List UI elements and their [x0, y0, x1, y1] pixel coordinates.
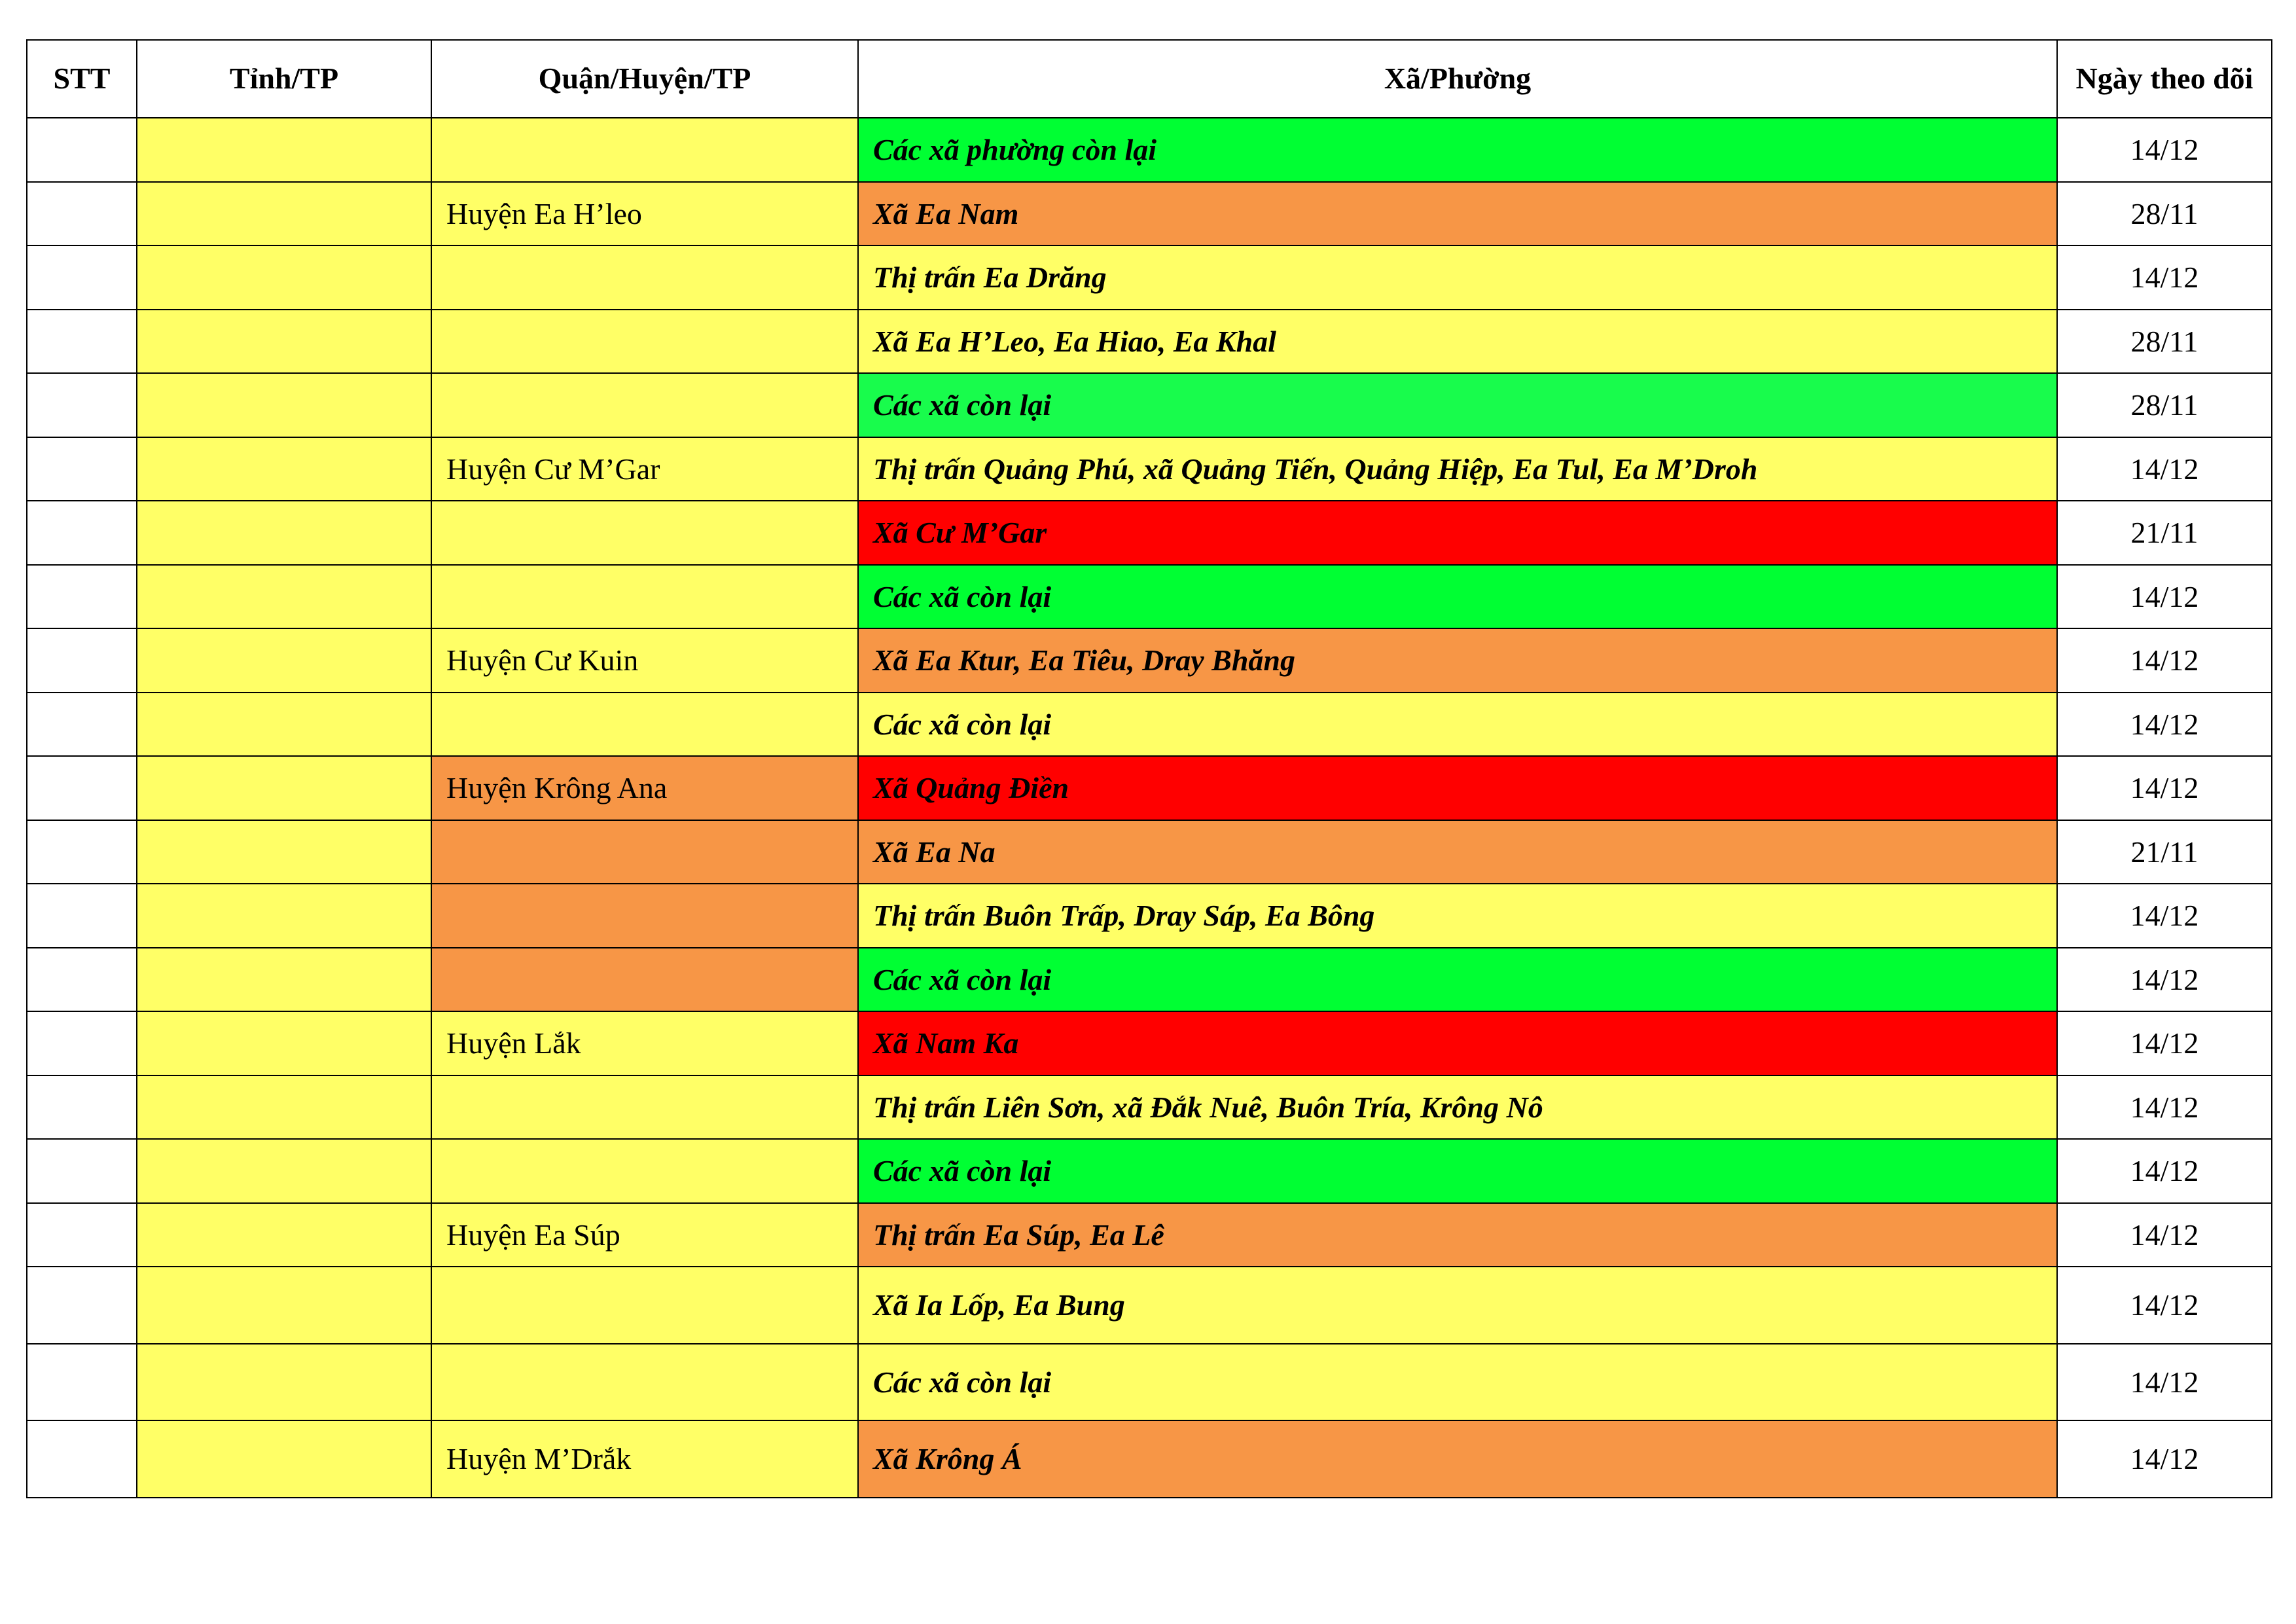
table-row: [27, 373, 2272, 437]
commune-cell: Xã Nam Ka: [858, 1011, 2057, 1075]
table-row: [27, 1267, 2272, 1344]
district-cell: [431, 820, 858, 884]
header-date: Ngày theo dõi: [2057, 40, 2272, 118]
commune-cell: Xã Krông Á: [858, 1420, 2057, 1498]
stt-cell: [27, 310, 137, 374]
table-row: [27, 565, 2272, 629]
stt-cell: [27, 1075, 137, 1140]
stt-cell: [27, 1267, 137, 1344]
stt-cell: [27, 884, 137, 948]
commune-cell: Xã Quảng Điền: [858, 756, 2057, 820]
date-cell: 14/12: [2057, 1139, 2272, 1203]
district-cell: Huyện Ea H’leo: [431, 182, 858, 246]
commune-cell: Xã Ea Nam: [858, 182, 2057, 246]
district-cell: Huyện Cư Kuin: [431, 628, 858, 693]
district-cell: [431, 1075, 858, 1140]
commune-cell: Thị trấn Buôn Trấp, Dray Sáp, Ea Bông: [858, 884, 2057, 948]
province-cell: [137, 948, 431, 1012]
table-row: [27, 693, 2272, 757]
commune-cell: Xã Ia Lốp, Ea Bung: [858, 1267, 2057, 1344]
district-cell: [431, 118, 858, 182]
date-cell: 21/11: [2057, 501, 2272, 565]
district-cell: [431, 884, 858, 948]
table-row: [27, 245, 2272, 310]
district-cell: [431, 693, 858, 757]
stt-cell: [27, 1139, 137, 1203]
stt-cell: [27, 118, 137, 182]
commune-cell: Thị trấn Ea Drăng: [858, 245, 2057, 310]
commune-cell: Các xã còn lại: [858, 373, 2057, 437]
province-cell: [137, 118, 431, 182]
stt-cell: [27, 628, 137, 693]
table-row: [27, 1139, 2272, 1203]
table-row: [27, 948, 2272, 1012]
commune-cell: Các xã còn lại: [858, 1139, 2057, 1203]
stt-cell: [27, 1011, 137, 1075]
date-cell: 14/12: [2057, 1420, 2272, 1498]
commune-cell: Các xã còn lại: [858, 693, 2057, 757]
risk-level-table: [26, 39, 2272, 1498]
date-cell: 14/12: [2057, 1344, 2272, 1421]
province-cell: [137, 1344, 431, 1421]
date-cell: 14/12: [2057, 756, 2272, 820]
stt-cell: [27, 1344, 137, 1421]
stt-cell: [27, 693, 137, 757]
province-cell: [137, 628, 431, 693]
date-cell: 14/12: [2057, 118, 2272, 182]
commune-cell: Xã Cư M’Gar: [858, 501, 2057, 565]
date-cell: 14/12: [2057, 884, 2272, 948]
district-cell: Huyện Cư M’Gar: [431, 437, 858, 501]
district-cell: Huyện Krông Ana: [431, 756, 858, 820]
table-row: [27, 437, 2272, 501]
date-cell: 14/12: [2057, 1203, 2272, 1267]
district-cell: [431, 310, 858, 374]
stt-cell: [27, 820, 137, 884]
table-row: [27, 501, 2272, 565]
stt-cell: [27, 373, 137, 437]
province-cell: [137, 693, 431, 757]
table-row: [27, 1011, 2272, 1075]
commune-cell: Xã Ea H’Leo, Ea Hiao, Ea Khal: [858, 310, 2057, 374]
table-row: [27, 182, 2272, 246]
commune-cell: Thị trấn Quảng Phú, xã Quảng Tiến, Quảng Hiệp, Ea Tul, Ea M’Droh: [858, 437, 2057, 501]
table-row: [27, 884, 2272, 948]
commune-cell: Thị trấn Liên Sơn, xã Đắk Nuê, Buôn Tría, Krông Nô: [858, 1075, 2057, 1140]
commune-cell: Các xã còn lại: [858, 565, 2057, 629]
district-cell: [431, 948, 858, 1012]
date-cell: 28/11: [2057, 182, 2272, 246]
table-row: [27, 628, 2272, 693]
province-cell: [137, 1203, 431, 1267]
province-cell: [137, 820, 431, 884]
stt-cell: [27, 501, 137, 565]
header-stt: STT: [27, 40, 137, 118]
table-row: [27, 756, 2272, 820]
commune-cell: Các xã còn lại: [858, 1344, 2057, 1421]
commune-cell: Xã Ea Ktur, Ea Tiêu, Dray Bhăng: [858, 628, 2057, 693]
header-commune: Xã/Phường: [858, 40, 2057, 118]
date-cell: 21/11: [2057, 820, 2272, 884]
province-cell: [137, 1420, 431, 1498]
stt-cell: [27, 245, 137, 310]
commune-cell: Xã Ea Na: [858, 820, 2057, 884]
province-cell: [137, 1267, 431, 1344]
date-cell: 14/12: [2057, 1267, 2272, 1344]
province-cell: [137, 884, 431, 948]
header-province: Tỉnh/TP: [137, 40, 431, 118]
date-cell: 14/12: [2057, 565, 2272, 629]
district-cell: [431, 245, 858, 310]
table-row: [27, 820, 2272, 884]
date-cell: 14/12: [2057, 628, 2272, 693]
district-cell: Huyện Lắk: [431, 1011, 858, 1075]
date-cell: 14/12: [2057, 245, 2272, 310]
date-cell: 14/12: [2057, 948, 2272, 1012]
stt-cell: [27, 1203, 137, 1267]
district-cell: [431, 1344, 858, 1421]
table-row: [27, 1344, 2272, 1421]
table-row: [27, 118, 2272, 182]
stt-cell: [27, 182, 137, 246]
province-cell: [137, 310, 431, 374]
date-cell: 28/11: [2057, 310, 2272, 374]
district-cell: Huyện M’Drắk: [431, 1420, 858, 1498]
commune-cell: Thị trấn Ea Súp, Ea Lê: [858, 1203, 2057, 1267]
province-cell: [137, 373, 431, 437]
province-cell: [137, 1139, 431, 1203]
province-cell: [137, 182, 431, 246]
table-header-row: [27, 40, 2272, 118]
table-row: [27, 310, 2272, 374]
table-row: [27, 1075, 2272, 1140]
province-cell: [137, 1075, 431, 1140]
header-district: Quận/Huyện/TP: [431, 40, 858, 118]
district-cell: [431, 565, 858, 629]
district-cell: [431, 501, 858, 565]
stt-cell: [27, 1420, 137, 1498]
district-cell: Huyện Ea Súp: [431, 1203, 858, 1267]
date-cell: 28/11: [2057, 373, 2272, 437]
commune-cell: Các xã phường còn lại: [858, 118, 2057, 182]
date-cell: 14/12: [2057, 1075, 2272, 1140]
province-cell: [137, 1011, 431, 1075]
date-cell: 14/12: [2057, 693, 2272, 757]
province-cell: [137, 501, 431, 565]
province-cell: [137, 565, 431, 629]
province-cell: [137, 245, 431, 310]
province-cell: [137, 756, 431, 820]
table-row: [27, 1203, 2272, 1267]
date-cell: 14/12: [2057, 437, 2272, 501]
stt-cell: [27, 437, 137, 501]
commune-cell: Các xã còn lại: [858, 948, 2057, 1012]
stt-cell: [27, 756, 137, 820]
table-row: [27, 1420, 2272, 1498]
district-cell: [431, 1267, 858, 1344]
stt-cell: [27, 948, 137, 1012]
date-cell: 14/12: [2057, 1011, 2272, 1075]
table-body: [27, 118, 2272, 1498]
stt-cell: [27, 565, 137, 629]
district-cell: [431, 373, 858, 437]
district-cell: [431, 1139, 858, 1203]
province-cell: [137, 437, 431, 501]
